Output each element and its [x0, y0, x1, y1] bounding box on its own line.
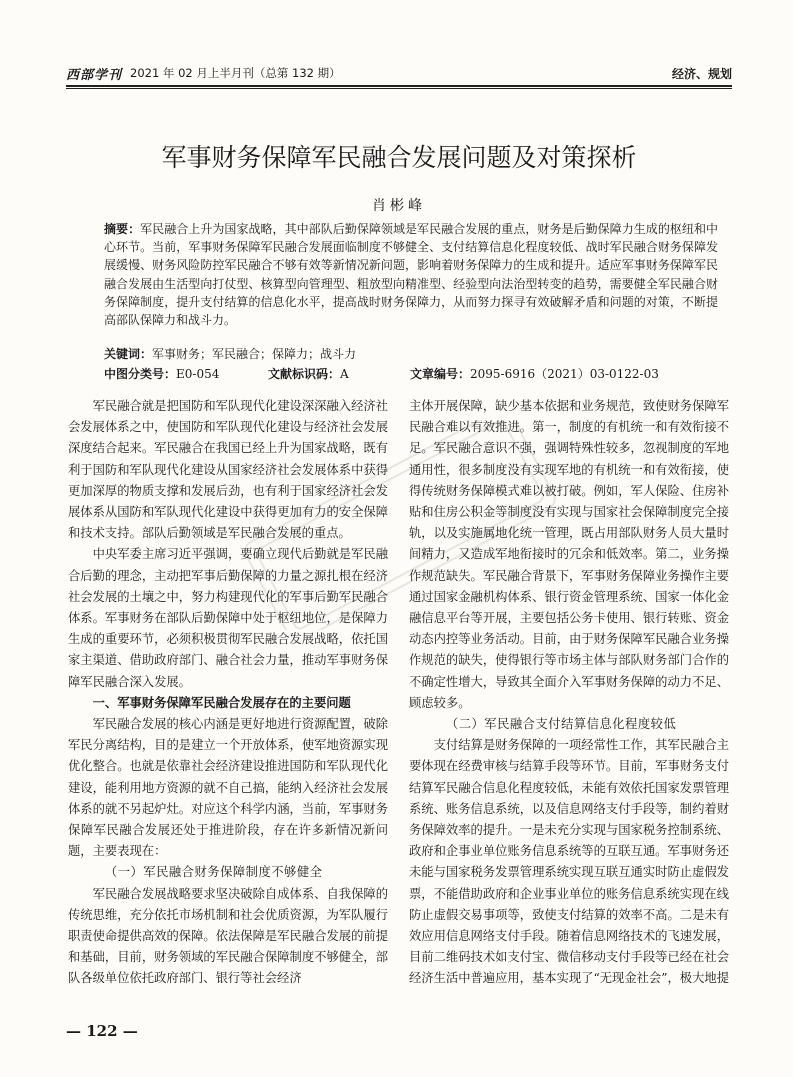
body-paragraph: 军民融合发展的核心内涵是更好地进行资源配置，破除军民分离结构，目的是建立一个开放体系，使军地资源实现优化整合。也就是依靠社会经济建设推进国防和军队现代化建设，能利用地方资源的就不自己搞，能纳入经济社会发展体系的就不另起炉灶。对应这个科学内涵，当前，军事财务保障军民融合发展还处于推进阶段，存在许多新情况新问题，主要表现在：: [68, 717, 388, 859]
section-heading: 一、军事财务保障军民融合发展存在的主要问题: [92, 695, 351, 710]
journal-logo: 西部学刊: [66, 68, 123, 83]
issue-info: 2021 年 02 月上半月刊（总第 132 期）: [130, 66, 341, 80]
clc-number: [104, 365, 219, 382]
keywords: [104, 345, 356, 362]
abstract-label: 摘要：: [104, 222, 141, 236]
body-paragraph: 军民融合就是把国防和军队现代化建设深深融入经济社会发展体系之中，使国防和军队现代化建设与经济社会发展深度结合起来。军民融合在我国已经上升为国家战略，既有利于国防和军队现代化建设从国家经济社会发展体系中获得更加深厚的物质支撑和发展后劲，也有利于国家经济社会发展体系从国防和军队现代化建设中获得更加有力的安全保障和技术支持。部队后勤领域是军民融合发展的重点。: [68, 399, 388, 541]
subsection-heading: （一）军民融合财务保障制度不够健全: [104, 865, 323, 880]
abstract-text: 军民融合上升为国家战略，其中部队后勤保障领域是军民融合发展的重点，财务是后勤保障力生成的枢纽和中心环节。当前，军事财务保障军民融合发展面临制度不够健全、支付结算信息化程度较低、战时军民融合财务保障发展缓慢、财务风险防控军民融合不够有效等新情况新问题，影响着财务保障力的生成和提升。适应军事财务保障军民融合发展由生活型向打仗型、核算型向管理型、粗放型向精准型、经验型向法治型转变的趋势，需要健全军民融合财务保障制度，提升支付结算的信息化水平，提高战时财务保障力，从而努力探寻有效破解矛盾和问题的对策，不断提高部队保障力和战斗力。: [104, 222, 718, 328]
article-number: [410, 365, 659, 382]
page-number: — 122 —: [66, 1022, 138, 1040]
body-column-left: [68, 396, 388, 990]
doc-code-value: A: [340, 367, 349, 381]
body-column-right: [409, 396, 729, 990]
header-rule-thin: [66, 88, 732, 89]
article-no-value: 2095-6916（2021）03-0122-03: [470, 367, 659, 381]
keywords-text: 军事财务；军民融合；保障力；战斗力: [152, 347, 357, 361]
body-paragraph: 主体开展保障，缺少基本依据和业务规范，致使财务保障军民融合难以有效推进。第一，制度的有机统一和有效衔接不足。军民融合意识不强，强调特殊性较多，忽视制度的军地通用性，很多制度没有实现军地的有机统一和有效衔接，使得传统财务保障模式难以被打破。例如，军人保险、住房补贴和住房公积金等制度没有实现与国家社会保障制度完全接轨，以及实施属地化统一管理，既占用部队财务人员大量时间精力，又造成军地衔接时的冗余和低效率。第二，业务操作规范缺失。军民融合背景下，军事财务保障业务操作主要通过国家金融机构体系、银行资金管理系统、国家一体化金融信息平台等开展，主要包括公务卡使用、银行转账、资金动态内控等业务活动。目前，由于财务保障军民融合业务操作规范的缺失，使得银行等市场主体与部队财务部门合作的不确定性增大，导致其全面介入军事财务保障的动力不足、顾虑较多。: [409, 399, 729, 710]
clc-value: E0-054: [176, 367, 220, 381]
article-no-label: 文章编号：: [410, 367, 471, 381]
article-author: 肖彬峰: [372, 198, 426, 214]
body-paragraph: 支付结算是财务保障的一项经常性工作，其军民融合主要体现在经费审核与结算手段等环节。目前，军事财务支付结算军民融合信息化程度较低，未能有效依托国家发票管理系统、账务信息系统，以及信息网络支付手段等，制约着财务保障效率的提升。一是未充分实现与国家税务控制系统、政府和企事业单位账务信息系统等的互联互通。军事财务还未能与国家税务发票管理系统实现互联互通实时防止虚假发票，不能借助政府和企业事业单位的账务信息系统实现在线防止虚假交易事项等，致使支付结算的效率不高。二是未有效应用信息网络支付手段。随着信息网络技术的飞速发展，目前二维码技术如支付宝、微信移动支付手段等已经在社会经济生活中普遍应用，基本实现了“无现金社会”，极大地提: [409, 738, 729, 986]
doc-code-label: 文献标识码：: [268, 367, 341, 381]
running-header: [66, 62, 732, 84]
body-paragraph: 中央军委主席习近平强调，要确立现代后勤就是军民融合后勤的理念，主动把军事后勤保障的力量之源扎根在经济社会发展的土壤之中，努力构建现代化的军事后勤军民融合体系。军事财务在部队后勤保障中处于枢纽地位，是保障力生成的重要环节，必须积极贯彻军民融合发展战略，依托国家主渠道、借助政府部门、融合社会力量，推动军事财务保障军民融合深入发展。: [68, 547, 388, 689]
body-paragraph: 军民融合发展战略要求坚决破除自成体系、自我保障的传统思维，充分依托市场机制和社会优质资源，为军队履行职责使命提供高效的保障。依法保障是军民融合发展的前提和基础，目前，财务领域的军民融合保障制度不够健全，部队各级单位依托政府部门、银行等社会经济: [68, 886, 388, 986]
clc-label: 中图分类号：: [104, 367, 177, 381]
section-name: 经济、规划: [671, 67, 732, 81]
keywords-label: 关键词：: [104, 347, 153, 361]
header-rule-thick: [66, 85, 732, 87]
abstract: [104, 220, 718, 329]
subsection-heading: （二）军民融合支付结算信息化程度较低: [445, 717, 677, 732]
document-code: [268, 365, 349, 382]
article-title: 军事财务保障军民融合发展问题及对策探析: [161, 143, 637, 172]
